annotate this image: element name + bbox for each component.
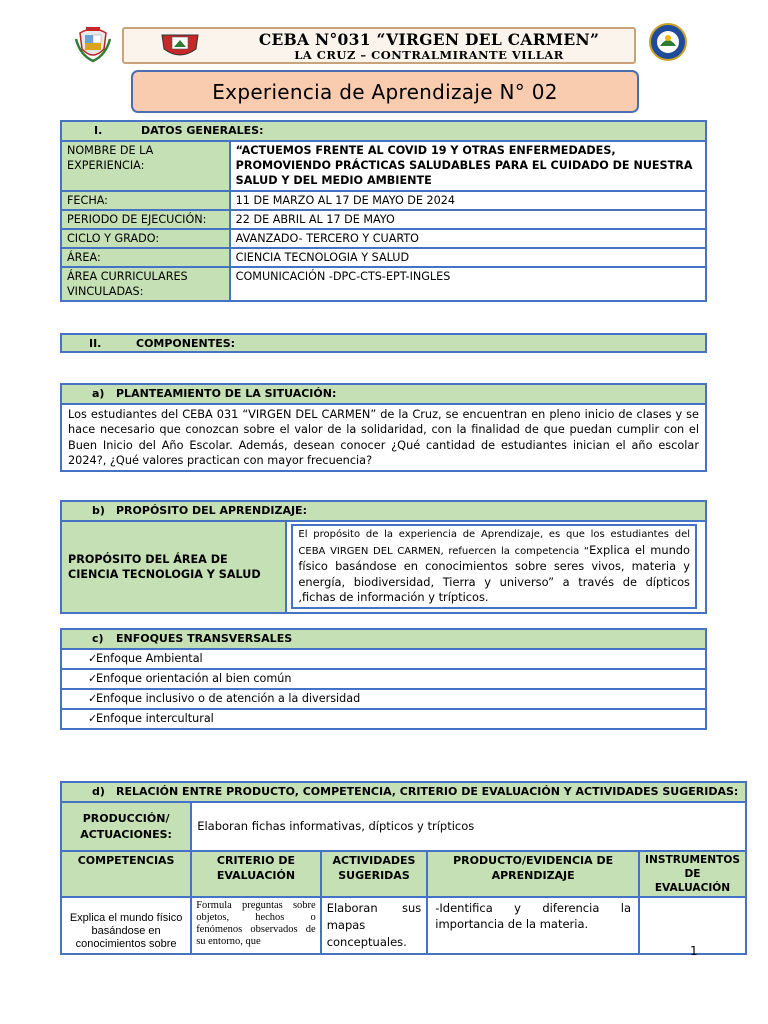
page-title: Experiencia de Aprendizaje N° 02 xyxy=(131,70,639,113)
section-number: c) xyxy=(92,632,104,645)
section-title: RELACIÓN ENTRE PRODUCTO, COMPETENCIA, CRITERIO DE EVALUACIÓN Y ACTIVIDADES SUGERIDAS: xyxy=(116,785,739,798)
field-value: 11 DE MARZO AL 17 DE MAYO DE 2024 xyxy=(230,191,706,210)
situation-text: Los estudiantes del CEBA 031 “VIRGEN DEL CARMEN” de la Cruz, se encuentran en pleno inicio de clases y se hace necesario que conozcan sobre el valor de la solidaridad, con la finalidad de que puedan cumplir con el Buen Inicio del Año Escolar. Además, desean conocer ¿Qué cantidad de estudiantes inician el año escolar 2024?, ¿Qué valores practican con mayor frecuencia? xyxy=(61,404,706,471)
criterio-cell: Formula preguntas sobre objetos, hechos o fenómenos observados de su entorno, que xyxy=(191,897,321,954)
section-heading xyxy=(61,782,746,802)
producto-cell: -Identifica y diferencia la importancia de la materia. xyxy=(427,897,639,954)
institution-location: LA CRUZ – CONTRALMIRANTE VILLAR xyxy=(294,48,564,62)
field-label: ÁREA CURRICULARES VINCULADAS: xyxy=(61,267,230,301)
column-header: PRODUCTO/EVIDENCIA DE APRENDIZAJE xyxy=(427,851,639,897)
field-value: AVANZADO- TERCERO Y CUARTO xyxy=(230,229,706,248)
enfoques-table xyxy=(60,628,707,730)
section-heading xyxy=(61,384,706,404)
section-title: DATOS GENERALES: xyxy=(141,124,264,137)
column-header: ACTIVIDADES SUGERIDAS xyxy=(321,851,428,897)
section-number: a) xyxy=(92,387,105,400)
field-value: 22 DE ABRIL AL 17 DE MAYO xyxy=(230,210,706,229)
section-number: d) xyxy=(92,785,105,798)
regional-seal-icon xyxy=(648,22,688,62)
checkmark-icon: ✓ xyxy=(88,672,98,685)
institution-banner xyxy=(122,27,636,64)
produccion-value: Elaboran fichas informativas, dípticos y trípticos xyxy=(191,802,746,851)
componentes-heading xyxy=(60,333,707,353)
enfoque-label: Enfoque orientación al bien común xyxy=(96,672,292,685)
produccion-label: PRODUCCIÓN/ ACTUACIONES: xyxy=(61,802,191,851)
section-title: PLANTEAMIENTO DE LA SITUACIÓN: xyxy=(116,387,337,400)
section-number: II. xyxy=(89,337,102,350)
peru-coat-of-arms-icon xyxy=(74,25,112,63)
proposito-text-main: Explica el mundo físico basándose en conocimientos sobre seres vivos, materia y energía, biodiversidad, Tierra y universo” a través de dípticos ,fichas de información y trípticos. xyxy=(298,542,691,604)
institution-name: CEBA N°031 “VIRGEN DEL CARMEN” xyxy=(258,30,600,49)
proposito-cell xyxy=(286,521,706,613)
checkmark-icon: ✓ xyxy=(88,712,98,725)
proposito-text xyxy=(291,524,697,609)
column-header: CRITERIO DE EVALUACIÓN xyxy=(191,851,321,897)
field-value: CIENCIA TECNOLOGIA Y SALUD xyxy=(230,248,706,267)
planteamiento-table xyxy=(60,383,707,472)
section-number: b) xyxy=(92,504,105,517)
section-heading xyxy=(61,501,706,521)
checkmark-icon: ✓ xyxy=(88,692,98,705)
list-item xyxy=(61,649,706,669)
section-title: ENFOQUES TRANSVERSALES xyxy=(116,632,293,645)
actividades-cell: Elaboran sus mapas conceptuales. xyxy=(321,897,428,954)
competencia-cell: Explica el mundo físico basándose en conocimientos sobre xyxy=(61,897,191,954)
enfoque-label: Enfoque inclusivo o de atención a la diversidad xyxy=(96,692,361,705)
section-title: PROPÓSITO DEL APRENDIZAJE: xyxy=(116,504,307,517)
checkmark-icon: ✓ xyxy=(88,652,98,665)
section-number: I. xyxy=(94,124,103,137)
section-title: COMPONENTES: xyxy=(136,337,236,350)
relacion-table xyxy=(60,781,747,955)
proposito-table xyxy=(60,500,707,614)
enfoque-label: Enfoque Ambiental xyxy=(96,652,203,665)
page-number: 1 xyxy=(690,944,698,958)
proposito-label: PROPÓSITO DEL ÁREA DE CIENCIA TECNOLOGIA Y SALUD xyxy=(61,521,286,613)
column-header: INSTRUMENTOS DE EVALUACIÓN xyxy=(639,851,746,897)
field-label: CICLO Y GRADO: xyxy=(61,229,230,248)
section-heading xyxy=(61,121,706,141)
field-label: FECHA: xyxy=(61,191,230,210)
field-label: PERIODO DE EJECUCIÓN: xyxy=(61,210,230,229)
field-value: COMUNICACIÓN -DPC-CTS-EPT-INGLES xyxy=(230,267,706,301)
section-heading xyxy=(61,629,706,649)
datos-generales-table xyxy=(60,120,707,302)
list-item xyxy=(61,689,706,709)
field-value: “ACTUEMOS FRENTE AL COVID 19 Y OTRAS ENFERMEDADES, PROMOVIENDO PRÁCTICAS SALUDABLES PARA EL CUIDADO DE NUESTRA SALUD Y DEL MEDIO AMBIENTE xyxy=(230,141,706,191)
field-label: NOMBRE DE LA EXPERIENCIA: xyxy=(61,141,230,191)
list-item xyxy=(61,709,706,729)
field-label: ÁREA: xyxy=(61,248,230,267)
school-shield-icon xyxy=(158,31,202,61)
list-item xyxy=(61,669,706,689)
proposito-text-intro: El propósito de la experiencia de Aprendizaje, es que los estudiantes del CEBA VIRGEN DEL CARMEN, refuercen la competencia “ xyxy=(298,529,690,557)
column-header: COMPETENCIAS xyxy=(61,851,191,897)
enfoque-label: Enfoque intercultural xyxy=(96,712,214,725)
